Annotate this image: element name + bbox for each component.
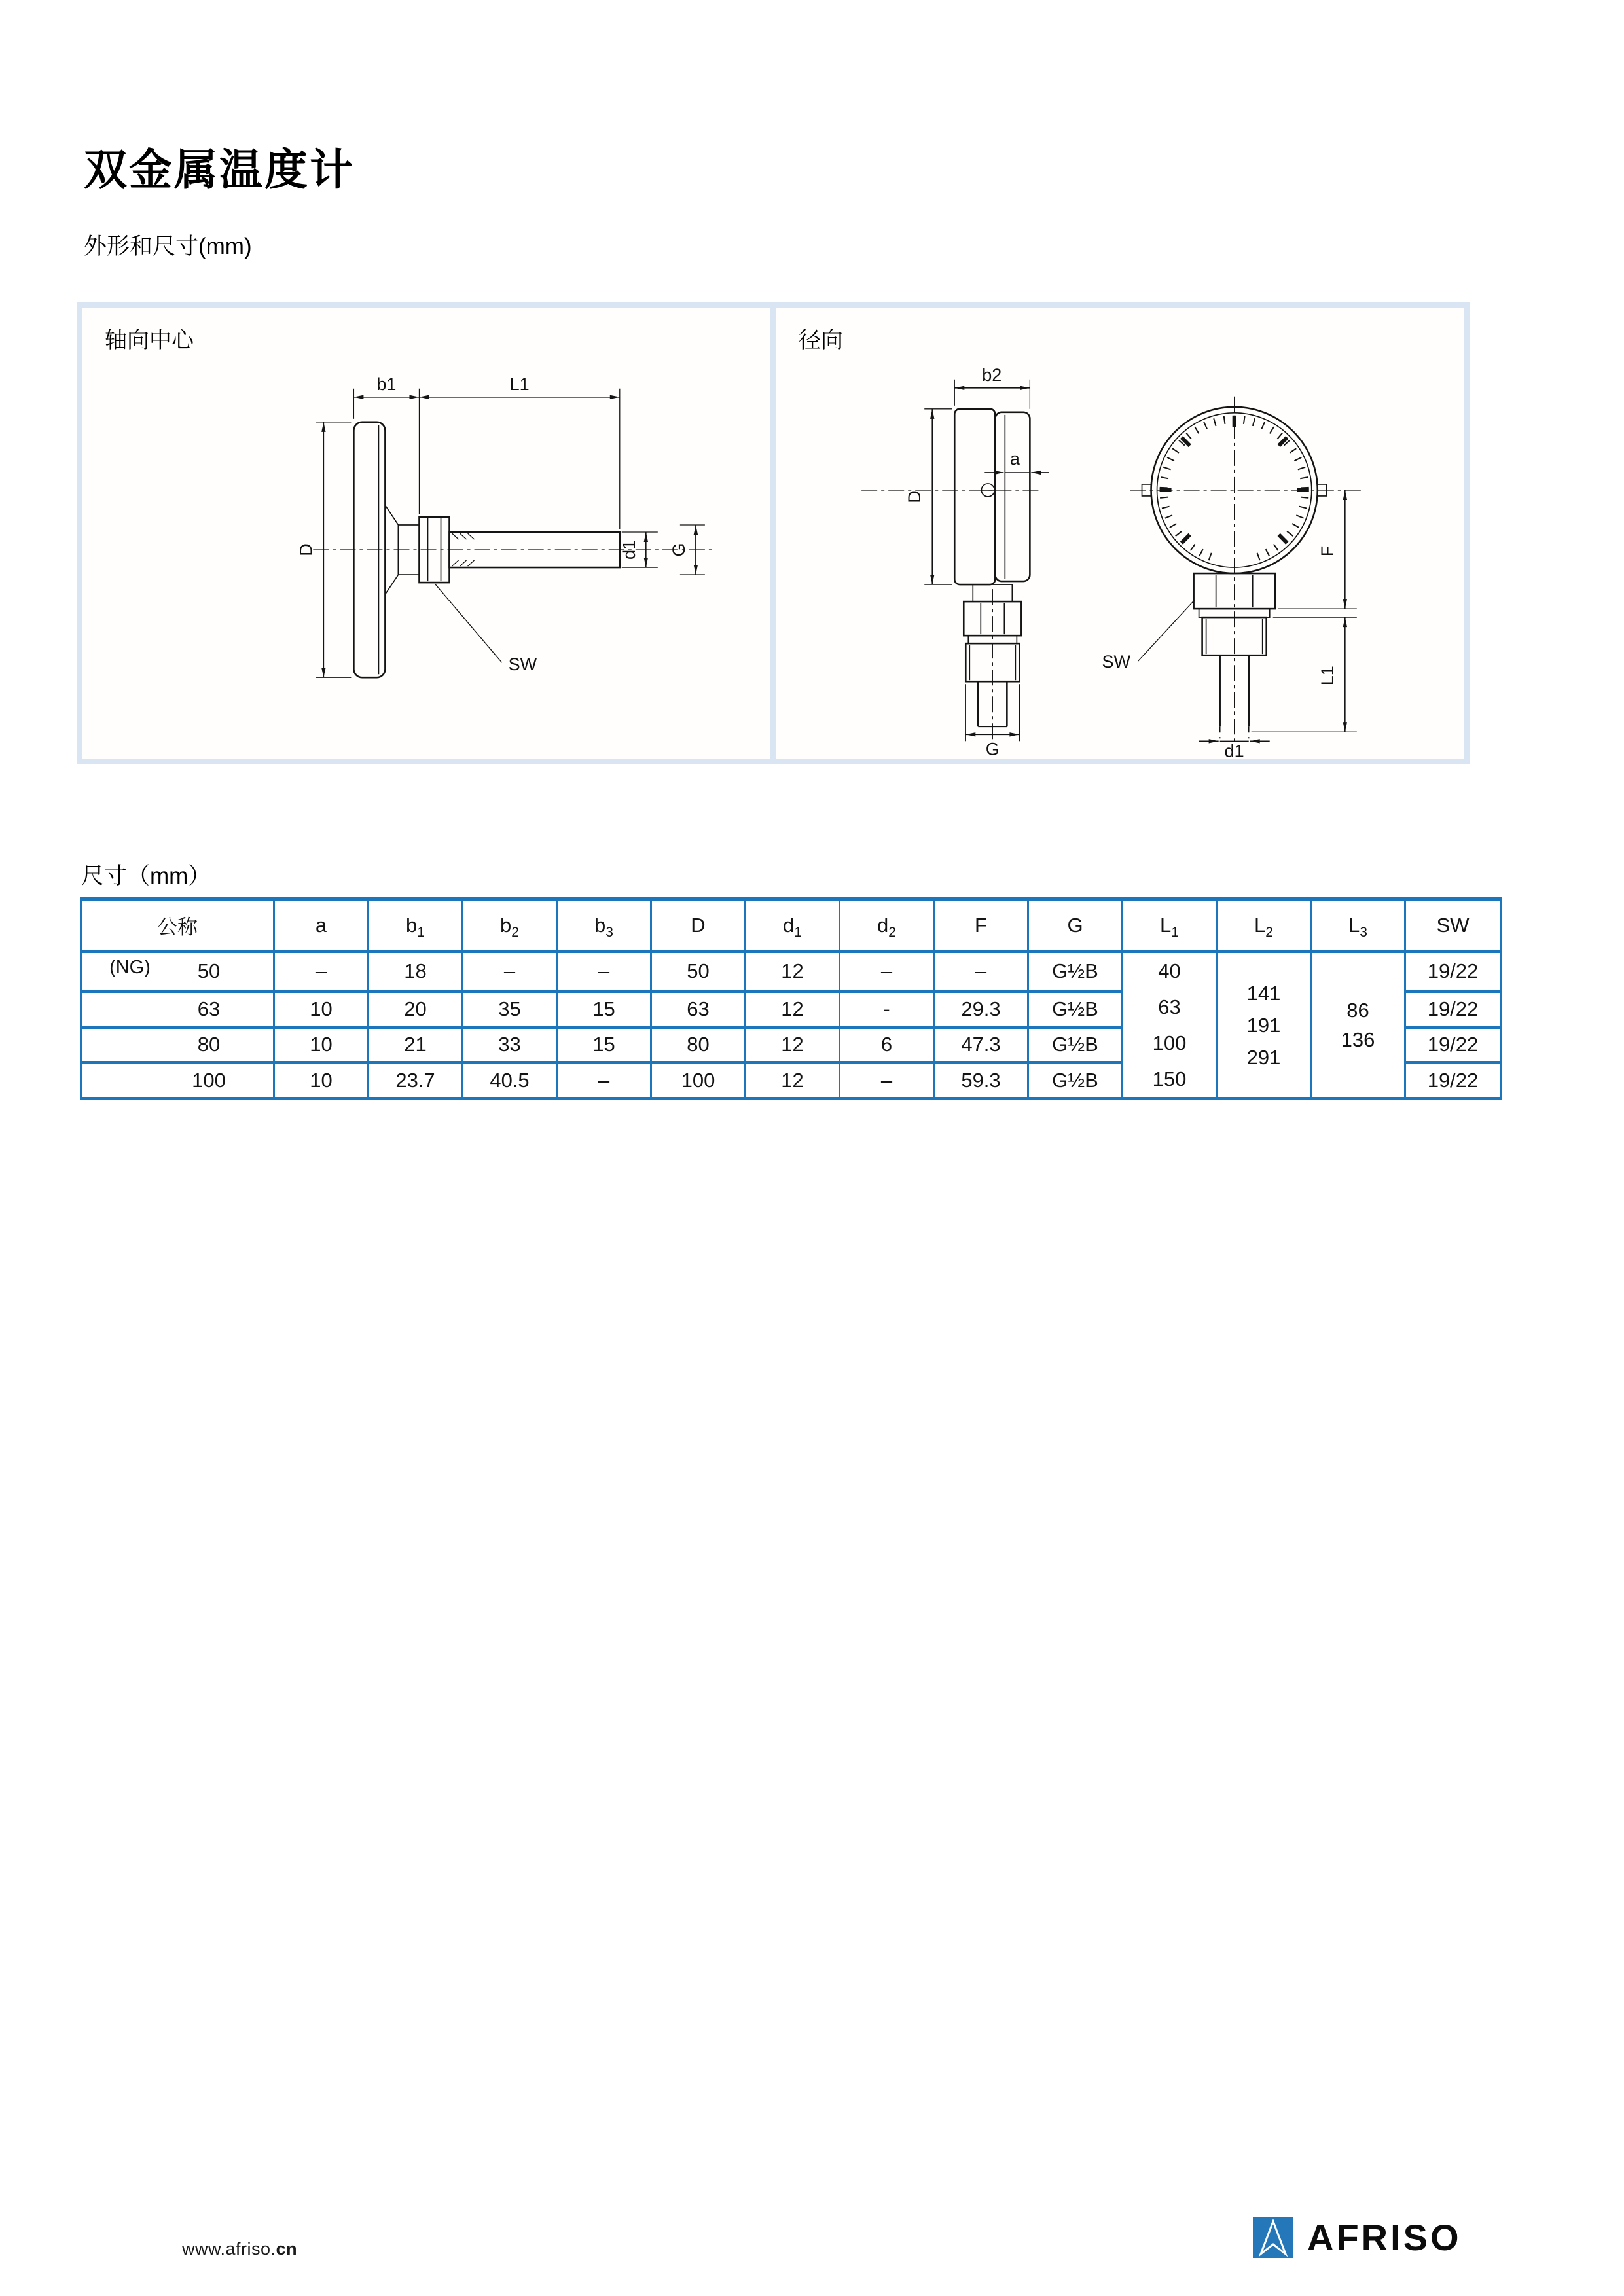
cell-L1-merged: 40 63 100 150: [1123, 952, 1217, 1099]
cell-b3-100: –: [557, 1063, 651, 1099]
col-header-D: D: [651, 899, 746, 952]
afriso-dart-icon: [1253, 2217, 1293, 2258]
cell-a-100: 10: [274, 1063, 369, 1099]
panel-radial: [770, 308, 1464, 759]
cell-d1-50: 12: [746, 952, 840, 992]
cell-L3-merged: 86 136: [1311, 952, 1405, 1099]
cell-a-50: –: [274, 952, 369, 992]
page-title: 双金属温度计: [84, 145, 355, 194]
cell-b2-63: 35: [463, 991, 557, 1027]
cell-b1-80: 21: [369, 1027, 463, 1063]
col-header-name: 公称: [81, 899, 274, 952]
dim-label-SW2: SW: [1102, 652, 1131, 672]
col-header-a: a: [274, 899, 369, 952]
cell-b3-80: 15: [557, 1027, 651, 1063]
dim-label-L1: L1: [509, 374, 530, 394]
cell-D-50: 50: [651, 952, 746, 992]
footer-website: www.afriso.cn: [182, 2239, 298, 2259]
table-row-50: [81, 952, 1501, 992]
cell-name-100: 100: [81, 1063, 274, 1099]
col-header-G: G: [1028, 899, 1123, 952]
dim-label-F: F: [1317, 545, 1337, 557]
cell-d2-100: –: [840, 1063, 934, 1099]
brand-logo: [1253, 2217, 1462, 2258]
cell-G-50: G½B: [1028, 952, 1123, 992]
cell-D-80: 80: [651, 1027, 746, 1063]
cell-D-100: 100: [651, 1063, 746, 1099]
axial-diagram: [82, 308, 770, 759]
dim-label-b1: b1: [376, 374, 397, 394]
dim-label-d1-front: d1: [1224, 741, 1244, 759]
cell-d1-80: 12: [746, 1027, 840, 1063]
cell-b2-100: 40.5: [463, 1063, 557, 1099]
outline-section-label: 外形和尺寸(mm): [84, 234, 252, 259]
cell-name-63: 63: [81, 991, 274, 1027]
col-header-L2: $L_2$: [1217, 899, 1311, 952]
col-header-L3: $L_3$: [1311, 899, 1405, 952]
dim-label-L1-front: L1: [1317, 666, 1337, 686]
col-header-d1: $d_1$: [746, 899, 840, 952]
dim-label-G2: G: [985, 739, 1000, 759]
col-header-d2: $d_2$: [840, 899, 934, 952]
cell-b2-50: –: [463, 952, 557, 992]
cell-G-63: G½B: [1028, 991, 1123, 1027]
cell-L2-merged: 141 191 291: [1217, 952, 1311, 1099]
cell-d2-80: 6: [840, 1027, 934, 1063]
panel-axial-label: 轴向中心: [105, 328, 194, 353]
cell-name-80: 80: [81, 1027, 274, 1063]
panel-radial-label: 径向: [799, 328, 843, 353]
dim-label-D2: D: [905, 490, 925, 503]
cell-F-50: –: [934, 952, 1028, 992]
cell-d2-50: –: [840, 952, 934, 992]
cell-b3-50: –: [557, 952, 651, 992]
cell-b1-100: 23.7: [369, 1063, 463, 1099]
drawings-container: [77, 302, 1470, 764]
cell-d1-100: 12: [746, 1063, 840, 1099]
cell-F-80: 47.3: [934, 1027, 1028, 1063]
cell-F-63: 29.3: [934, 991, 1028, 1027]
col-header-SW: SW: [1405, 899, 1501, 952]
cell-a-80: 10: [274, 1027, 369, 1063]
cell-d2-63: -: [840, 991, 934, 1027]
cell-b3-63: 15: [557, 991, 651, 1027]
dim-label-SW: SW: [508, 655, 537, 675]
cell-a-63: 10: [274, 991, 369, 1027]
col-header-b3: $b_3$: [557, 899, 651, 952]
cell-d1-63: 12: [746, 991, 840, 1027]
cell-b1-63: 20: [369, 991, 463, 1027]
dim-label-a: a: [1009, 448, 1020, 469]
dim-label-D: D: [296, 543, 316, 556]
cell-SW-100: 19/22: [1405, 1063, 1501, 1099]
brand-name: AFRISO: [1307, 2217, 1462, 2258]
dimensions-table: [80, 897, 1502, 1100]
dim-label-d1: d1: [619, 539, 639, 560]
cell-G-100: G½B: [1028, 1063, 1123, 1099]
cell-b1-50: 18: [369, 952, 463, 992]
cell-SW-50: 19/22: [1405, 952, 1501, 992]
cell-name-50: (NG) 50: [81, 952, 274, 992]
col-header-b2: $b_2$: [463, 899, 557, 952]
cell-G-80: G½B: [1028, 1027, 1123, 1063]
table-section-label: 尺寸（mm）: [81, 863, 211, 889]
cell-SW-63: 19/22: [1405, 991, 1501, 1027]
panel-axial: [82, 308, 770, 759]
dim-label-b2: b2: [982, 365, 1002, 385]
col-header-F: F: [934, 899, 1028, 952]
cell-D-63: 63: [651, 991, 746, 1027]
col-header-b1: $b_1$: [369, 899, 463, 952]
dim-label-G: G: [668, 543, 689, 557]
table-header-row: [81, 899, 1501, 952]
radial-diagram: [776, 308, 1464, 759]
col-header-L1: $L_1$: [1123, 899, 1217, 952]
cell-SW-80: 19/22: [1405, 1027, 1501, 1063]
cell-F-100: 59.3: [934, 1063, 1028, 1099]
cell-b2-80: 33: [463, 1027, 557, 1063]
